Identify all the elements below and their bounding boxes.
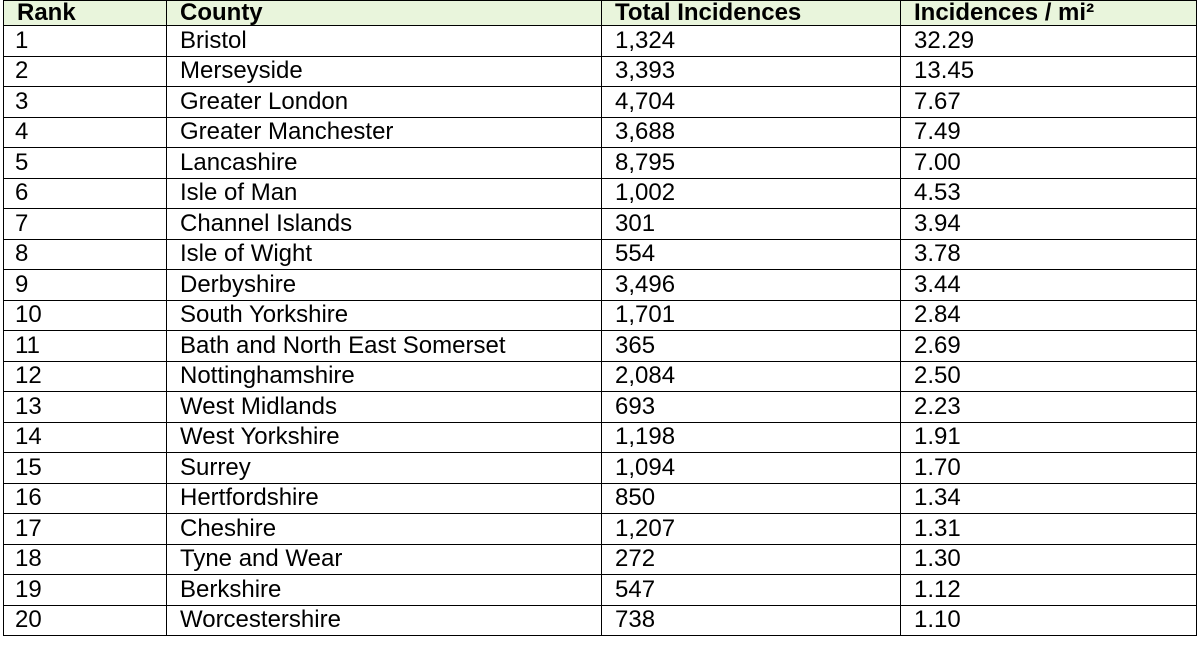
cell-incidences-per-sq-mile: 1.30 (901, 544, 1197, 575)
cell-county: Lancashire (167, 148, 602, 179)
table-row (4, 514, 1197, 545)
cell-total-incidences: 554 (602, 239, 901, 270)
cell-county: Isle of Man (167, 178, 602, 209)
cell-county: Merseyside (167, 56, 602, 87)
cell-incidences-per-sq-mile: 2.23 (901, 392, 1197, 423)
cell-incidences-per-sq-mile: 32.29 (901, 26, 1197, 57)
cell-rank: 14 (4, 422, 167, 453)
cell-rank: 12 (4, 361, 167, 392)
cell-rank: 9 (4, 270, 167, 301)
cell-incidences-per-sq-mile: 2.50 (901, 361, 1197, 392)
cell-total-incidences: 4,704 (602, 87, 901, 118)
cell-county: Berkshire (167, 575, 602, 606)
cell-county: Bristol (167, 26, 602, 57)
cell-total-incidences: 547 (602, 575, 901, 606)
cell-total-incidences: 1,324 (602, 26, 901, 57)
table-header-row (4, 1, 1197, 26)
table-row (4, 575, 1197, 606)
cell-rank: 1 (4, 26, 167, 57)
cell-incidences-per-sq-mile: 7.49 (901, 117, 1197, 148)
cell-total-incidences: 272 (602, 544, 901, 575)
cell-rank: 10 (4, 300, 167, 331)
cell-total-incidences: 1,198 (602, 422, 901, 453)
table-row (4, 300, 1197, 331)
cell-total-incidences: 1,002 (602, 178, 901, 209)
cell-total-incidences: 738 (602, 605, 901, 636)
cell-county: West Yorkshire (167, 422, 602, 453)
cell-incidences-per-sq-mile: 1.34 (901, 483, 1197, 514)
cell-county: Isle of Wight (167, 239, 602, 270)
cell-rank: 5 (4, 148, 167, 179)
cell-total-incidences: 1,094 (602, 453, 901, 484)
cell-incidences-per-sq-mile: 3.78 (901, 239, 1197, 270)
cell-total-incidences: 2,084 (602, 361, 901, 392)
cell-incidences-per-sq-mile: 3.44 (901, 270, 1197, 301)
cell-incidences-per-sq-mile: 2.84 (901, 300, 1197, 331)
cell-incidences-per-sq-mile: 3.94 (901, 209, 1197, 240)
cell-rank: 4 (4, 117, 167, 148)
cell-rank: 11 (4, 331, 167, 362)
cell-county: Hertfordshire (167, 483, 602, 514)
cell-county: Bath and North East Somerset (167, 331, 602, 362)
cell-county: West Midlands (167, 392, 602, 423)
cell-county: Channel Islands (167, 209, 602, 240)
cell-rank: 19 (4, 575, 167, 606)
cell-rank: 20 (4, 605, 167, 636)
header-rank: Rank (4, 1, 167, 26)
cell-county: South Yorkshire (167, 300, 602, 331)
cell-total-incidences: 850 (602, 483, 901, 514)
cell-rank: 16 (4, 483, 167, 514)
table-row (4, 453, 1197, 484)
cell-rank: 18 (4, 544, 167, 575)
cell-incidences-per-sq-mile: 1.10 (901, 605, 1197, 636)
cell-county: Cheshire (167, 514, 602, 545)
table-row (4, 483, 1197, 514)
table-row (4, 148, 1197, 179)
cell-rank: 17 (4, 514, 167, 545)
cell-rank: 8 (4, 239, 167, 270)
cell-county: Greater Manchester (167, 117, 602, 148)
table-body (4, 26, 1197, 636)
cell-county: Greater London (167, 87, 602, 118)
table-row (4, 270, 1197, 301)
cell-rank: 3 (4, 87, 167, 118)
cell-county: Derbyshire (167, 270, 602, 301)
cell-total-incidences: 365 (602, 331, 901, 362)
cell-total-incidences: 8,795 (602, 148, 901, 179)
cell-incidences-per-sq-mile: 1.91 (901, 422, 1197, 453)
table-row (4, 178, 1197, 209)
table-row (4, 209, 1197, 240)
cell-incidences-per-sq-mile: 1.12 (901, 575, 1197, 606)
cell-incidences-per-sq-mile: 2.69 (901, 331, 1197, 362)
cell-total-incidences: 693 (602, 392, 901, 423)
cell-incidences-per-sq-mile: 4.53 (901, 178, 1197, 209)
table-row (4, 26, 1197, 57)
cell-rank: 6 (4, 178, 167, 209)
cell-total-incidences: 1,701 (602, 300, 901, 331)
cell-incidences-per-sq-mile: 7.00 (901, 148, 1197, 179)
cell-county: Worcestershire (167, 605, 602, 636)
cell-rank: 2 (4, 56, 167, 87)
cell-incidences-per-sq-mile: 1.31 (901, 514, 1197, 545)
cell-rank: 13 (4, 392, 167, 423)
header-total-incidences: Total Incidences (602, 1, 901, 26)
header-incidences-per-sq-mile: Incidences / mi² (901, 1, 1197, 26)
table-row (4, 56, 1197, 87)
table-row (4, 331, 1197, 362)
table-row (4, 422, 1197, 453)
table-row (4, 544, 1197, 575)
cell-total-incidences: 1,207 (602, 514, 901, 545)
table-row (4, 392, 1197, 423)
cell-rank: 7 (4, 209, 167, 240)
table-row (4, 605, 1197, 636)
cell-rank: 15 (4, 453, 167, 484)
table-row (4, 87, 1197, 118)
cell-incidences-per-sq-mile: 13.45 (901, 56, 1197, 87)
cell-county: Surrey (167, 453, 602, 484)
table-row (4, 361, 1197, 392)
cell-incidences-per-sq-mile: 1.70 (901, 453, 1197, 484)
county-incidence-table (3, 0, 1197, 636)
cell-incidences-per-sq-mile: 7.67 (901, 87, 1197, 118)
cell-total-incidences: 3,393 (602, 56, 901, 87)
cell-total-incidences: 3,688 (602, 117, 901, 148)
cell-total-incidences: 301 (602, 209, 901, 240)
cell-county: Tyne and Wear (167, 544, 602, 575)
cell-total-incidences: 3,496 (602, 270, 901, 301)
cell-county: Nottinghamshire (167, 361, 602, 392)
header-county: County (167, 1, 602, 26)
table-row (4, 239, 1197, 270)
table-row (4, 117, 1197, 148)
